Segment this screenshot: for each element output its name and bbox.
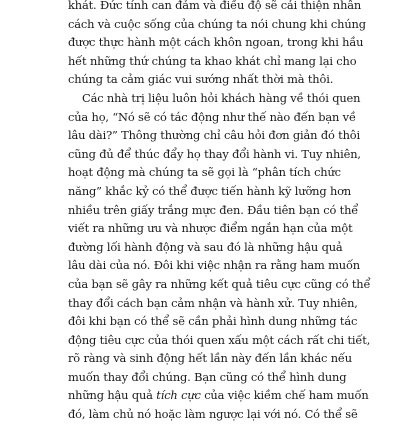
- text-line: [68, 89, 361, 108]
- text-line: [68, 386, 369, 405]
- text-line: [68, 256, 360, 275]
- text-segment: đó, làm chủ nó hoặc làm ngược lại với nó. Có thể sẽ: [68, 407, 358, 422]
- text-line: [68, 368, 347, 387]
- text-line: [68, 145, 361, 164]
- text-line: [68, 312, 358, 331]
- paragraph: [68, 89, 371, 424]
- text-segment: viết ra những ưu và nhược điểm ngắn hạn của một: [68, 221, 353, 236]
- text-segment: cách và cuộc sống của chúng ta nói chung khi chúng: [68, 16, 366, 31]
- text-line: [68, 70, 338, 89]
- text-line: [68, 294, 358, 313]
- text-line: [68, 0, 362, 15]
- text-segment: rõ ràng và sinh động hết lần này đến lần khác nếu: [68, 351, 352, 366]
- text-segment: thay đổi cách bạn cảm nhận và hành xử. Tuy nhiên,: [68, 295, 358, 310]
- emphasis-text: tích cực: [156, 388, 201, 403]
- text-line: [68, 33, 364, 52]
- text-line: [68, 108, 356, 127]
- text-segment: của họ, “Nó sẽ có tác động như thế nào đến bạn về: [68, 109, 356, 124]
- text-segment: hoạt động mà chúng ta sẽ gọi là “phân tích chức: [68, 165, 341, 180]
- page-body-text: [68, 0, 371, 424]
- text-line: [68, 52, 357, 71]
- text-segment: khát. Đức tính can đảm và điều độ sẽ cải thiện nhân: [68, 0, 362, 12]
- text-segment: Các nhà trị liệu luôn hỏi khách hàng về thói quen: [82, 90, 361, 105]
- text-segment: chúng ta cảm giác vui sướng nhất thời mà thôi.: [68, 72, 334, 87]
- text-line: [68, 219, 353, 238]
- text-line: [68, 349, 352, 368]
- paragraph: [68, 0, 366, 89]
- text-line: [68, 331, 371, 350]
- text-line: [68, 182, 352, 201]
- text-segment: cũng đủ để thúc đẩy họ thay đổi hành vi. Tuy nhiên,: [68, 146, 361, 161]
- text-line: [68, 275, 371, 294]
- text-segment: của bạn sẽ gây ra những kết quả tiêu cực cũng có thể: [68, 276, 371, 291]
- text-segment: động tiêu cực của thói quen xấu một cách rất chi tiết,: [68, 332, 371, 347]
- text-line: [68, 201, 359, 220]
- text-segment: đường lối hành động và sau đó là những hậu quả: [68, 239, 343, 254]
- text-line: [68, 238, 343, 257]
- text-line: [68, 126, 360, 145]
- text-segment: những hậu quả: [68, 388, 157, 403]
- text-segment: được thực hành một cách khôn ngoan, trong khi hầu: [68, 35, 364, 50]
- text-segment: năng” khắc kỷ có thể được tiến hành kỹ lưỡng hơn: [68, 183, 352, 198]
- text-line: [68, 405, 358, 424]
- text-segment: của việc kiềm chế ham muốn: [200, 388, 369, 403]
- text-segment: muốn thay đổi chúng. Bạn cũng có thể hình dung: [68, 369, 347, 384]
- text-segment: lâu dài?” Thông thường chỉ câu hỏi đơn giản đó thôi: [68, 128, 360, 143]
- text-line: [68, 15, 366, 34]
- text-segment: nhiều trên giấy trắng mực đen. Đầu tiên bạn có thể: [68, 202, 359, 217]
- text-segment: lâu dài của nó. Đôi khi việc nhận ra rằng ham muốn: [68, 258, 360, 273]
- text-line: [68, 163, 341, 182]
- text-segment: hết những thứ chúng ta khao khát chỉ mang lại cho: [68, 53, 357, 68]
- text-segment: đôi khi bạn có thể sẽ cần phải hình dung những tác: [68, 314, 358, 329]
